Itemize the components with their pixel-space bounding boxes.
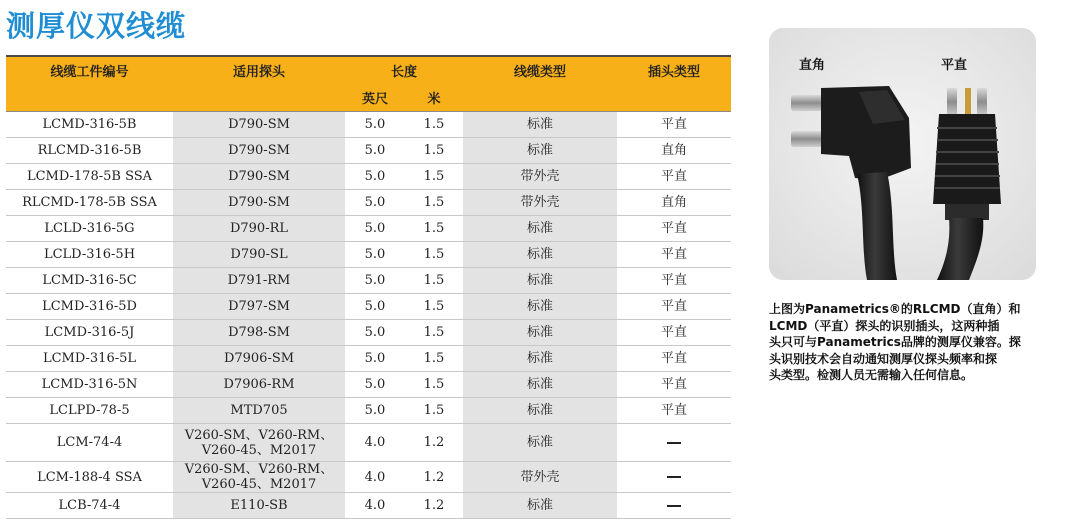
- table-row: [6, 138, 731, 164]
- table-row: [6, 372, 731, 398]
- cell-probe: D790-SM: [173, 138, 345, 164]
- cell-plug-type: 平直: [617, 346, 731, 372]
- table-row: [6, 398, 731, 424]
- cell-plug-type: [617, 462, 731, 493]
- cell-plug-type: 直角: [617, 138, 731, 164]
- header-feet: 英尺: [345, 84, 405, 112]
- cell-cable-type: 标准: [463, 372, 617, 398]
- cell-feet: 5.0: [345, 268, 405, 294]
- table-row: [6, 242, 731, 268]
- cell-probe: D790-SL: [173, 242, 345, 268]
- cell-part-number: LCMD-316-5N: [6, 372, 173, 398]
- cell-plug-type: 直角: [617, 190, 731, 216]
- cell-plug-type: 平直: [617, 268, 731, 294]
- cell-part-number: LCMD-178-5B SSA: [6, 164, 173, 190]
- cell-cable-type: 带外壳: [463, 164, 617, 190]
- cell-cable-type: 标准: [463, 112, 617, 138]
- table-row: [6, 462, 731, 493]
- cell-cable-type: 带外壳: [463, 462, 617, 493]
- dash-mark: [667, 505, 681, 507]
- table-row: [6, 320, 731, 346]
- cell-part-number: LCLD-316-5G: [6, 216, 173, 242]
- dash-mark: [667, 476, 681, 478]
- caption-line: 上图为Panametrics®的RLCMD（直角）和: [769, 302, 1021, 316]
- cell-cable-type: 标准: [463, 398, 617, 424]
- cell-meters: 1.5: [405, 112, 463, 138]
- cell-part-number: LCMD-316-5D: [6, 294, 173, 320]
- cell-part-number: LCMD-316-5L: [6, 346, 173, 372]
- cell-meters: 1.5: [405, 320, 463, 346]
- cell-feet: 5.0: [345, 138, 405, 164]
- cell-feet: 5.0: [345, 372, 405, 398]
- cell-probe: D7906-RM: [173, 372, 345, 398]
- table-row: [6, 164, 731, 190]
- cell-meters: 1.5: [405, 164, 463, 190]
- cell-feet: 5.0: [345, 216, 405, 242]
- cell-probe: D790-RL: [173, 216, 345, 242]
- table-row: [6, 112, 731, 138]
- cell-feet: 5.0: [345, 346, 405, 372]
- header-length: 长度: [345, 56, 463, 84]
- caption-line: 头类型。检测人员无需输入任何信息。: [769, 368, 974, 382]
- cell-meters: 1.2: [405, 462, 463, 493]
- caption-line: 头识别技术会自动通知测厚仪探头频率和探: [769, 351, 998, 366]
- cell-probe: D790-SM: [173, 164, 345, 190]
- cell-plug-type: 平直: [617, 398, 731, 424]
- photo-caption: [769, 301, 1041, 384]
- cell-plug-type: 平直: [617, 112, 731, 138]
- cell-probe: D7906-SM: [173, 346, 345, 372]
- table-row: [6, 493, 731, 519]
- cell-cable-type: 标准: [463, 216, 617, 242]
- cell-part-number: RLCMD-316-5B: [6, 138, 173, 164]
- label-straight: 平直: [941, 58, 968, 73]
- cell-meters: 1.5: [405, 372, 463, 398]
- cell-meters: 1.5: [405, 138, 463, 164]
- cell-feet: 5.0: [345, 190, 405, 216]
- header-empty: [617, 84, 731, 112]
- cell-cable-type: 带外壳: [463, 190, 617, 216]
- cell-meters: 1.2: [405, 424, 463, 462]
- cell-meters: 1.2: [405, 493, 463, 519]
- cell-probe: MTD705: [173, 398, 345, 424]
- header-plug-type: 插头类型: [617, 56, 731, 84]
- cell-feet: 5.0: [345, 242, 405, 268]
- cell-probe: D798-SM: [173, 320, 345, 346]
- table-row: [6, 294, 731, 320]
- cell-part-number: LCLD-316-5H: [6, 242, 173, 268]
- cell-plug-type: 平直: [617, 242, 731, 268]
- cell-probe: V260-SM、V260-RM、V260-45、M2017: [173, 462, 345, 493]
- header-part-number: 线缆工件编号: [6, 56, 173, 84]
- cell-part-number: LCM-74-4: [6, 424, 173, 462]
- cell-cable-type: 标准: [463, 320, 617, 346]
- header-empty: [6, 84, 173, 112]
- cell-part-number: LCMD-316-5J: [6, 320, 173, 346]
- cell-meters: 1.5: [405, 398, 463, 424]
- header-cable-type: 线缆类型: [463, 56, 617, 84]
- cell-meters: 1.5: [405, 242, 463, 268]
- cell-probe: D790-SM: [173, 190, 345, 216]
- cell-part-number: RLCMD-178-5B SSA: [6, 190, 173, 216]
- cell-meters: 1.5: [405, 268, 463, 294]
- cell-probe: E110-SB: [173, 493, 345, 519]
- cell-feet: 4.0: [345, 462, 405, 493]
- cell-probe: D791-RM: [173, 268, 345, 294]
- table-row: [6, 424, 731, 462]
- cell-meters: 1.5: [405, 190, 463, 216]
- table-body: [6, 112, 731, 519]
- cell-feet: 5.0: [345, 294, 405, 320]
- table-row: [6, 346, 731, 372]
- cell-feet: 5.0: [345, 320, 405, 346]
- cell-feet: 4.0: [345, 424, 405, 462]
- header-meters: 米: [405, 84, 463, 112]
- caption-line: 头只可与Panametrics品牌的测厚仪兼容。探: [769, 335, 1021, 349]
- cell-plug-type: 平直: [617, 320, 731, 346]
- cell-cable-type: 标准: [463, 242, 617, 268]
- header-empty: [173, 84, 345, 112]
- cell-probe: V260-SM、V260-RM、V260-45、M2017: [173, 424, 345, 462]
- cell-part-number: LCLPD-78-5: [6, 398, 173, 424]
- cell-plug-type: 平直: [617, 216, 731, 242]
- cell-probe: D790-SM: [173, 112, 345, 138]
- cell-cable-type: 标准: [463, 268, 617, 294]
- cable-table: [6, 55, 731, 519]
- header-probe: 适用探头: [173, 56, 345, 84]
- cell-feet: 5.0: [345, 398, 405, 424]
- cell-meters: 1.5: [405, 216, 463, 242]
- page-title: 测厚仪双线缆: [6, 9, 187, 43]
- cell-part-number: LCM-188-4 SSA: [6, 462, 173, 493]
- cell-part-number: LCMD-316-5C: [6, 268, 173, 294]
- caption-line: LCMD（平直）探头的识别插头，这两种插: [769, 318, 1000, 333]
- table-row: [6, 216, 731, 242]
- dash-mark: [667, 442, 681, 444]
- cell-cable-type: 标准: [463, 424, 617, 462]
- cell-cable-type: 标准: [463, 346, 617, 372]
- cell-plug-type: 平直: [617, 164, 731, 190]
- cell-plug-type: [617, 424, 731, 462]
- connector-photo: [769, 28, 1036, 280]
- table-row: [6, 190, 731, 216]
- cell-cable-type: 标准: [463, 493, 617, 519]
- cell-cable-type: 标准: [463, 138, 617, 164]
- cell-plug-type: 平直: [617, 294, 731, 320]
- cell-meters: 1.5: [405, 294, 463, 320]
- cell-part-number: LCB-74-4: [6, 493, 173, 519]
- cell-meters: 1.5: [405, 346, 463, 372]
- cell-plug-type: [617, 493, 731, 519]
- header-empty: [463, 84, 617, 112]
- cell-feet: 4.0: [345, 493, 405, 519]
- table-row: [6, 268, 731, 294]
- cell-feet: 5.0: [345, 112, 405, 138]
- cell-cable-type: 标准: [463, 294, 617, 320]
- label-right-angle: 直角: [799, 58, 826, 73]
- cell-probe: D797-SM: [173, 294, 345, 320]
- cell-part-number: LCMD-316-5B: [6, 112, 173, 138]
- cell-plug-type: 平直: [617, 372, 731, 398]
- cell-feet: 5.0: [345, 164, 405, 190]
